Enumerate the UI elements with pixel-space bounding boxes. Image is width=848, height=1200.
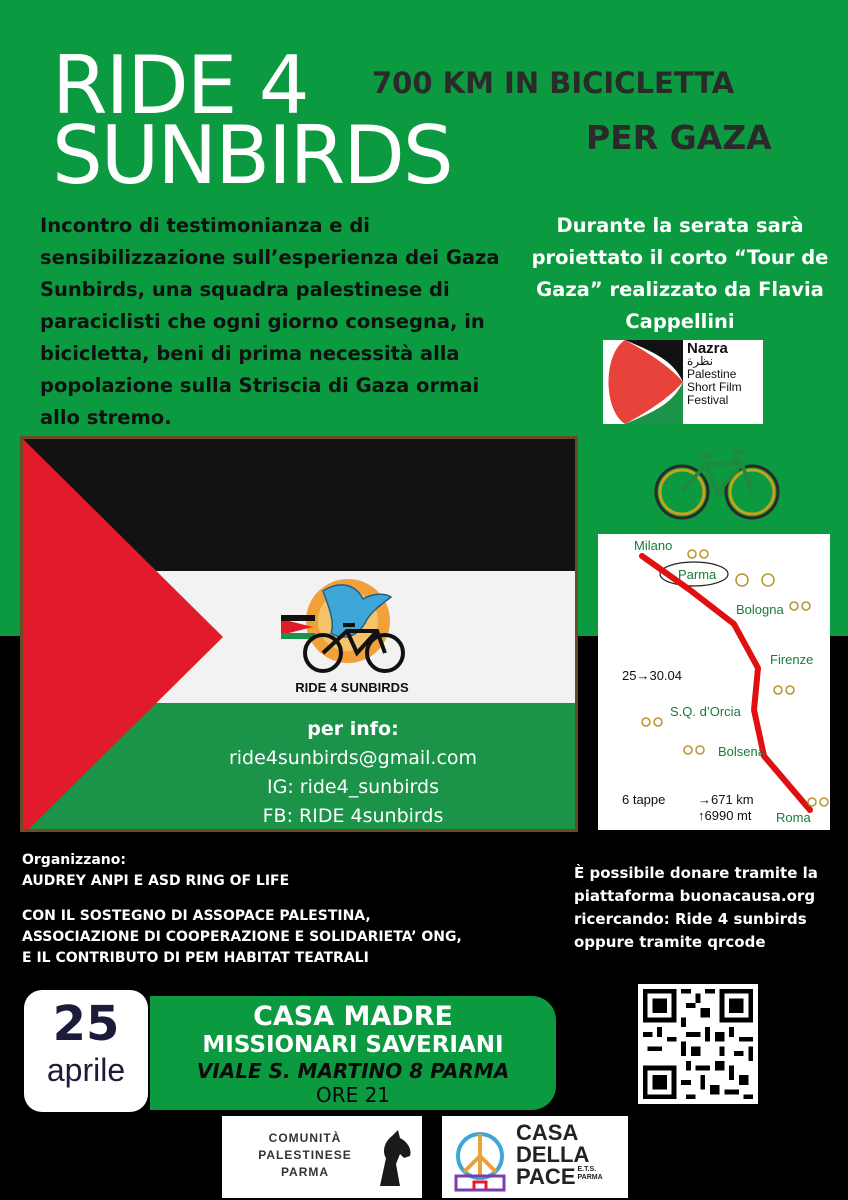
date-day: 25 xyxy=(52,996,120,1052)
casa-ets-city: PARMA xyxy=(577,1174,603,1181)
donation-text: È possibile donare tramite la piattaforma buonacausa.org ricercando: Ride 4 sunbirds oppure tramite qrcode xyxy=(574,864,818,951)
title-line-1: RIDE 4 xyxy=(52,39,308,132)
supporters xyxy=(22,906,462,969)
comunita-palestinese-logo xyxy=(222,1116,422,1198)
peace-symbol-icon xyxy=(450,1122,510,1194)
nazra-festival-logo xyxy=(603,340,763,424)
nazra-line-3: Festival xyxy=(687,393,729,407)
venue-address: VIALE S. MARTINO 8 PARMA xyxy=(196,1059,510,1083)
date-month: aprile xyxy=(46,1052,126,1088)
support-line-3: E IL CONTRIBUTO DI PEM HABITAT TEATRALI xyxy=(22,950,369,966)
qr-code-icon xyxy=(638,984,758,1104)
event-date xyxy=(24,990,148,1112)
venue-box xyxy=(150,996,556,1110)
title-line-2: SUNBIRDS xyxy=(52,109,452,202)
map-elevation: ↑6990 mt xyxy=(698,808,752,823)
map-distance: →671 km xyxy=(698,792,754,807)
organizers xyxy=(22,850,289,892)
nazra-line-2: Short Film xyxy=(687,380,742,394)
flag-red-triangle xyxy=(23,439,223,832)
casa-ets: E.T.S. xyxy=(577,1166,597,1173)
support-line-2: ASSOCIAZIONE DI COOPERAZIONE E SOLIDARIETA’ ONG, xyxy=(22,929,462,945)
nazra-line-1: Palestine xyxy=(687,367,737,381)
map-city-sqorcia: S.Q. d’Orcia xyxy=(670,704,741,719)
nazra-name: Nazra xyxy=(687,340,728,357)
subtitle-distance: 700 KM IN BICICLETTA xyxy=(372,66,735,100)
map-city-bolsena: Bolsena xyxy=(718,744,765,759)
venue-time: ORE 21 xyxy=(315,1083,391,1107)
casa-line-3: PACE xyxy=(516,1164,576,1189)
subtitle-gaza: PER GAZA xyxy=(586,118,772,157)
casa-della-pace-logo xyxy=(442,1116,628,1198)
horse-icon xyxy=(372,1128,414,1188)
bicycle-icon xyxy=(652,446,784,522)
venue-line-1: CASA MADRE xyxy=(253,1001,453,1032)
flag-logo-label: RIDE 4 SUNBIRDS xyxy=(295,680,409,695)
info-heading: per info: xyxy=(307,718,399,740)
palestine-flag-panel xyxy=(20,436,578,832)
map-city-bologna: Bologna xyxy=(736,602,784,617)
map-city-parma: Parma xyxy=(678,567,717,582)
venue-line-2: MISSIONARI SAVERIANI xyxy=(202,1032,504,1058)
screening-text: Durante la serata sarà proiettato il corto “Tour de Gaza” realizzato da Flavia Cappellini xyxy=(531,214,829,333)
map-city-milano: Milano xyxy=(634,538,673,553)
organizers-line: AUDREY ANPI E ASD RING OF LIFE xyxy=(22,873,290,889)
nazra-emblem-icon xyxy=(603,340,683,424)
map-dates: 25→30.04 xyxy=(622,668,682,683)
casa-line-1: CASA xyxy=(516,1120,579,1145)
donation-qr-code[interactable] xyxy=(638,984,758,1104)
map-stages: 6 tappe xyxy=(622,792,666,807)
nazra-arabic: نظرة xyxy=(687,354,714,368)
map-city-firenze: Firenze xyxy=(770,652,814,667)
comunita-line-3: PARMA xyxy=(280,1165,330,1179)
intro-text: Incontro di testimonianza e di sensibilizzazione sull’esperienza dei Gaza Sunbirds, una squadra palestinese di paraciclisti che ogni giorno consegna, in bicicletta, beni di prima necessità alla popolazione sulla Striscia di Gaza ormai allo stremo. xyxy=(40,214,500,429)
casa-line-2: DELLA xyxy=(516,1142,590,1167)
info-instagram: IG: ride4_sunbirds xyxy=(267,776,439,798)
support-line-1: CON IL SOSTEGNO DI ASSOPACE PALESTINA, xyxy=(22,908,371,924)
map-city-roma: Roma xyxy=(776,810,811,825)
comunita-line-1: COMUNITÀ xyxy=(268,1131,342,1145)
ride4sunbirds-logo-icon xyxy=(273,571,423,681)
organizers-label: Organizzano: xyxy=(22,852,126,868)
info-facebook: FB: RIDE 4sunbirds xyxy=(262,805,444,827)
info-email: ride4sunbirds@gmail.com xyxy=(228,747,478,769)
contact-info xyxy=(213,715,493,831)
comunita-line-2: PALESTINESE xyxy=(258,1148,352,1162)
route-map xyxy=(598,534,830,830)
